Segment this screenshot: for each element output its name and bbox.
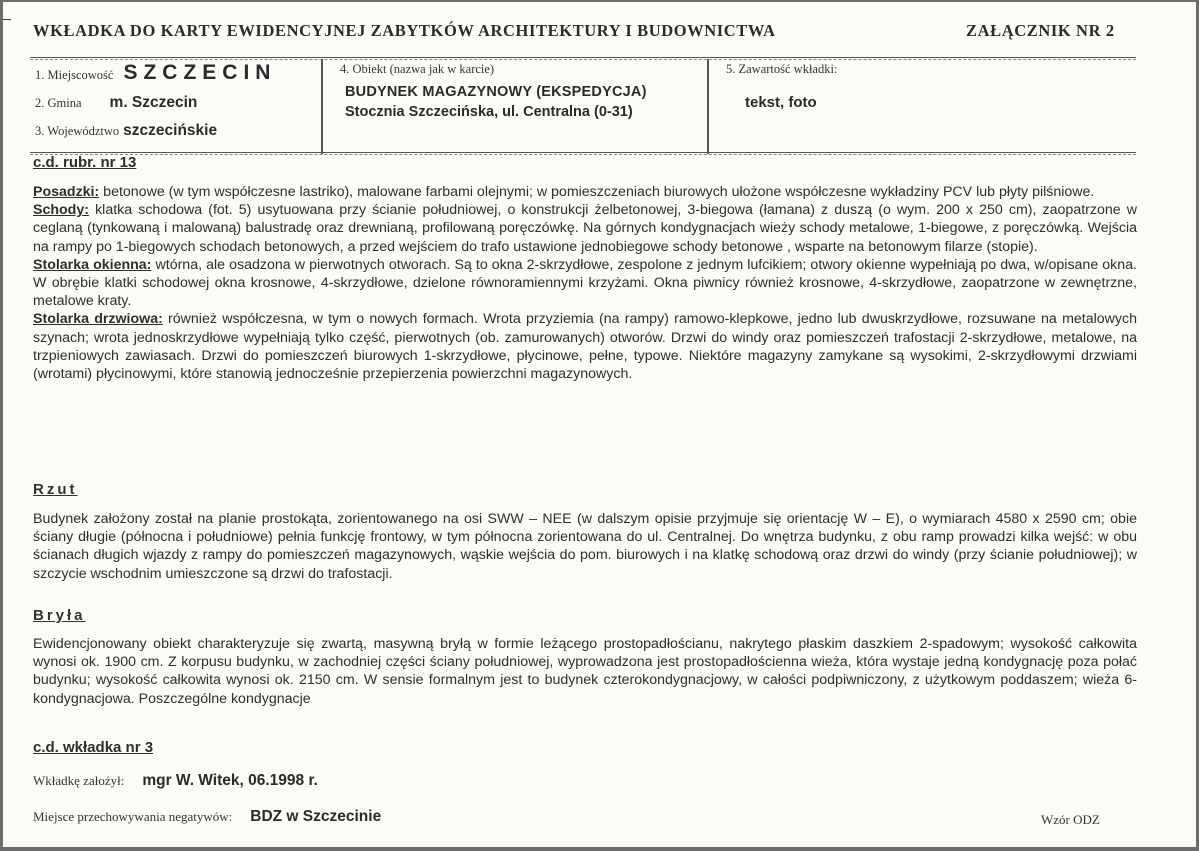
field-value: SZCZECIN (123, 61, 277, 84)
footer-negatives (33, 808, 381, 826)
footer-label: Wkładkę założył: (33, 773, 125, 788)
paragraph-schody (33, 201, 1137, 256)
paragraph-stolarka-okienna (33, 256, 1137, 311)
document-title: WKŁADKA DO KARTY EWIDENCYJNEJ ZABYTKÓW ARCHITEKTURY I BUDOWNICTWA (33, 21, 776, 40)
field-value: m. Szczecin (109, 94, 198, 111)
annex-number: ZAŁĄCZNIK NR 2 (966, 21, 1115, 40)
field-wojewodztwo (35, 122, 217, 140)
footer-value: BDZ w Szczecinie (250, 808, 382, 825)
header-divider-2 (707, 59, 709, 154)
field-label: 3. Województwo (35, 124, 120, 138)
scan-edge-mark (3, 19, 11, 20)
paragraph-text: betonowe (w tym współczesne lastriko), malowane farbami olejnymi; w pomieszczeniach biurowych ułożone współczesne wykładziny PCV lub płyty pilśniowe. (99, 184, 1095, 200)
paragraph-heading: Posadzki: (33, 184, 100, 200)
field-value: szczecińskie (123, 122, 218, 139)
header-box-top-rule (30, 57, 1136, 60)
header-divider-1 (321, 59, 323, 154)
footer-value: mgr W. Witek, 06.1998 r. (142, 772, 318, 789)
field-label: 2. Gmina (35, 96, 82, 110)
paragraph-stolarka-drzwiowa (33, 310, 1137, 383)
section-text-rzut: Budynek założony został na planie prostokąta, zorientowanego na osi SWW – NEE (w dalszym opisie przyjmuje się orientację W – E), o wymiarach 4580 x 2590 cm; obie ściany długie (północna i południowe) pełnia funkcję frontowy, w tym północna zorientowana do ul. Centralnej. Do wnętrza budynku, z obu ramp prowadzi kilka wejść: w obu ścianach długich wjazdy z rampy do pomieszczeń magazynowych, wąskie wejścia do pom. biurowych i na klatkę schodową oraz drzwi do windy (przy ścianie południowej); w szczycie wschodnim umieszczone są drzwi do trafostacji. (33, 511, 1137, 582)
section-heading-rzut: Rzut (33, 481, 78, 498)
template-mark: Wzór ODZ (1041, 812, 1100, 827)
section-text-bryla: Ewidencjonowany obiekt charakteryzuje się zwartą, masywną bryłą w formie leżącego prostopadłościanu, nakrytego płaskim daszkiem 2-spadowym; wysokość całkowita wynosi ok. 1900 cm. Z korpusu budynku, w zachodniej części ściany południowej, wyprowadzona jest prostopadłościenna wieża, która wystaje jedną kondygnację poza połać budynku; wysokość całkowita wynosi ok. 2150 cm. W sensie formalnym jest to budynek czterokondygnacjowy, w całości podpiwniczony, z użytkowym poddaszem; wieża 6-kondygnacjowa. Poszczególne kondygnacje (33, 636, 1137, 707)
object-name: BUDYNEK MAGAZYNOWY (EKSPEDYCJA) (345, 84, 647, 100)
paragraph-heading: Stolarka okienna: (33, 256, 152, 273)
field-miejscowosc (35, 61, 276, 85)
section-heading-bryla: Bryła (33, 607, 86, 624)
object-location: Stocznia Szczecińska, ul. Centralna (0-31) (345, 104, 633, 120)
continuation-top: c.d. rubr. nr 13 (33, 154, 137, 171)
field-zawartosc-label: 5. Zawartość wkładki: (726, 62, 838, 76)
paragraph-block (33, 183, 1137, 383)
paragraph-text: klatka schodowa (fot. 5) usytuowana przy ścianie południowej, o konstrukcji żelbetonowej, 3-biegowa (łamana) z duszą (o wym. 200 x 250 cm), zaopatrzone w ceglaną (tynkowaną i malowaną) balustradę oraz drewnianą, profilowaną poręczówkę. Na górnych kondygnacjach wieży schody metalowe, 1-biegowe, z poręczówką. Wejścia na rampy po 1-biegowych schodach betonowych, a przed wejściem do trafo ustawione jednobiegowe schody betonowe , wsparte na betonowym filarze (stopie). (33, 202, 1137, 255)
paragraph-heading: Schody: (33, 202, 89, 219)
document-page (3, 2, 1196, 847)
continuation-bottom: c.d. wkładka nr 3 (33, 739, 154, 756)
field-obiekt-label: 4. Obiekt (nazwa jak w karcie) (340, 62, 495, 76)
header-box-bottom-rule (30, 152, 1136, 155)
footer-author (33, 772, 318, 790)
field-zawartosc-value: tekst, foto (745, 94, 817, 111)
paragraph-text: również współczesna, w tym o nowych formach. Wrota przyziemia (na rampy) ramowo-klepkowe, jedno lub dwuskrzydłowe, rozsuwane na metalowych szynach; wrota jednoskrzydłowe wypełniają tylko część, pierwotnych (ob. zamurowanych) otworów. Drzwi do windy oraz pomieszczeń trafostacji 2-skrzydłowe, metalowe, na trzpieniowych zawiasach. Drzwi do pomieszczeń biurowych 1-skrzydłowe, płycinowe, pełne, typowe. Niektóre magazyny zamykane są wysokimi, 2-skrzydłowymi drzwiami (wrotami) płycinowymi, które stanowią jednocześnie przepierzenia powierzchni magazynowych. (33, 311, 1137, 383)
paragraph-posadzki (33, 183, 1137, 201)
paragraph-text: wtórna, ale osadzona w pierwotnych otworach. Są to okna 2-skrzydłowe, zespolone z jednym lufcikiem; otwory okienne wypełniają po dwa, w/opisane okna. W obrębie klatki schodowej okna krosnowe, 4-skrzydłowe, dzielone równoramiennymi krzyżami. Okna piwnicy również krosnowe, 4-skrzydłowe, zaopatrzone w zewnętrzne, metalowe kraty. (33, 256, 1137, 310)
field-label: 1. Miejscowość (35, 68, 114, 82)
footer-label: Miejsce przechowywania negatywów: (33, 809, 233, 824)
paragraph-heading: Stolarka drzwiowa: (33, 311, 163, 328)
field-gmina (35, 94, 197, 112)
